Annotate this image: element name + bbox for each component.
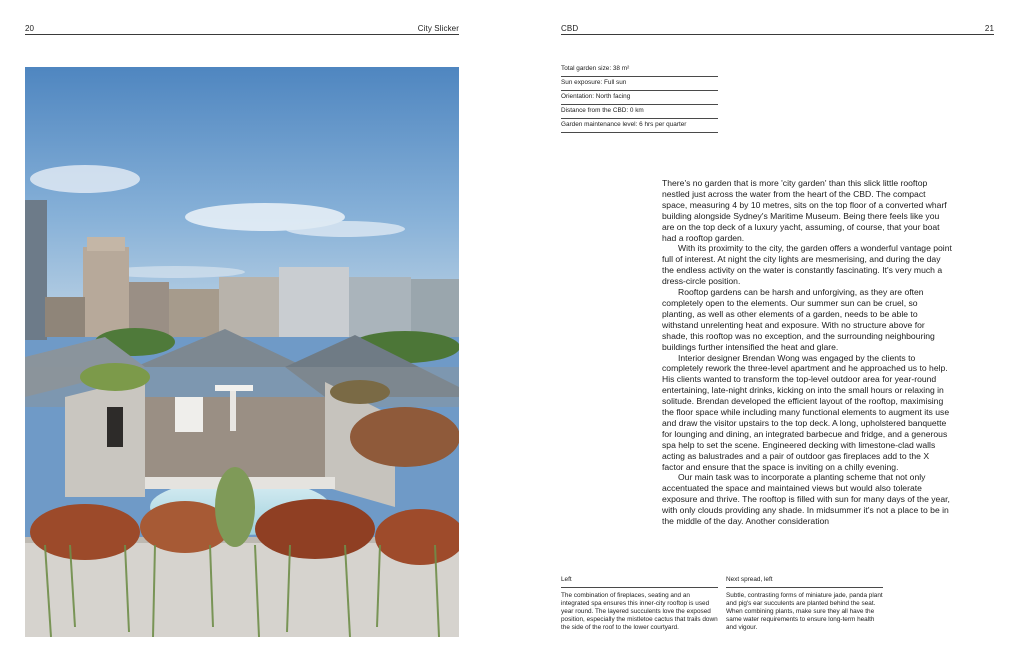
running-head-left: City Slicker	[417, 24, 459, 33]
caption-heading: Left	[561, 576, 718, 588]
caption-heading: Next spread, left	[726, 576, 883, 588]
fact-orientation: Orientation: North facing	[561, 91, 718, 105]
body-paragraph: With its proximity to the city, the garden offers a wonderful vantage point full of interest. At night the city lights are mesmerising, and during the day the endless activity on the water is constantly fascinating. It's very much a dress-circle position.	[662, 243, 952, 287]
running-head-right: CBD	[561, 24, 579, 33]
right-page	[510, 0, 1020, 663]
header-rule-left	[25, 34, 459, 35]
fact-sun-exposure: Sun exposure: Full sun	[561, 77, 718, 91]
page-number-right: 21	[984, 24, 994, 33]
garden-facts-list	[561, 63, 718, 133]
header-rule-right	[561, 34, 994, 35]
body-paragraph: Our main task was to incorporate a planting scheme that not only accentuated the space and maintained views but would also tolerate exposure and thrive. The rooftop is filled with sun for many days of the year, with only clouds providing any shade. In midsummer it's not a place to be in the middle of the day. Another consideration	[662, 472, 950, 527]
rooftop-garden-photo	[25, 67, 459, 637]
caption-left	[561, 576, 718, 632]
body-paragraph: Rooftop gardens can be harsh and unforgiving, as they are often completely open to the elements. Our summer sun can be cruel, so planting, as well as other elements of a garden, needs to be able to withstand unrelenting heat and exposure. With no structure above for shade, this rooftop was no exception, and the surrounding neighbouring buildings further intensified the heat and glare.	[662, 287, 935, 352]
page-number-left: 20	[25, 24, 35, 33]
caption-text: Subtle, contrasting forms of miniature jade, panda plant and pig's ear succulents are planted behind the seat. When combining plants, make sure they all have the same water requirements to ensure long-term health and vigour.	[726, 592, 883, 631]
article-body	[662, 178, 952, 527]
body-paragraph: There's no garden that is more 'city garden' than this slick little rooftop nestled just across the water from the heart of the CBD. The compact space, measuring 4 by 10 metres, sits on the top floor of a converted wharf building alongside Sydney's Maritime Museum. Being there feels like you are on the top deck of a luxury yacht, assuming, of course, that your boat had a rooftop garden.	[662, 178, 947, 243]
fact-maintenance-level: Garden maintenance level: 6 hrs per quarter	[561, 119, 718, 133]
fact-distance-cbd: Distance from the CBD: 0 km	[561, 105, 718, 119]
body-paragraph: Interior designer Brendan Wong was engaged by the clients to completely rework the three-level apartment and he approached us to help. His clients wanted to transform the top-level outdoor area for year-round entertaining, late-night drinks, kicking on into the small hours or relaxing in solitude. Brendan developed the efficient layout of the rooftop, maximising the floor space while including many functional elements to augment its use and draw the visitor upstairs to the top deck. A long, upholstered banquette for lounging and dining, an integrated barbecue and fridge, and a generous spa help to set the scene. Engineered decking with limestone-clad walls acting as balustrades and a pair of outdoor gas fireplaces add to the X factor and ensure that the space is inviting on a chilly evening.	[662, 352, 950, 472]
caption-text: The combination of fireplaces, seating and an integrated spa ensures this inner-city rooftop is used year round. The layered succulents love the exposed position, especially the mistletoe cactus that trails down the side of the roof to the lower courtyard.	[561, 592, 718, 631]
fact-garden-size: Total garden size: 38 m²	[561, 63, 718, 77]
caption-next-spread	[726, 576, 883, 632]
